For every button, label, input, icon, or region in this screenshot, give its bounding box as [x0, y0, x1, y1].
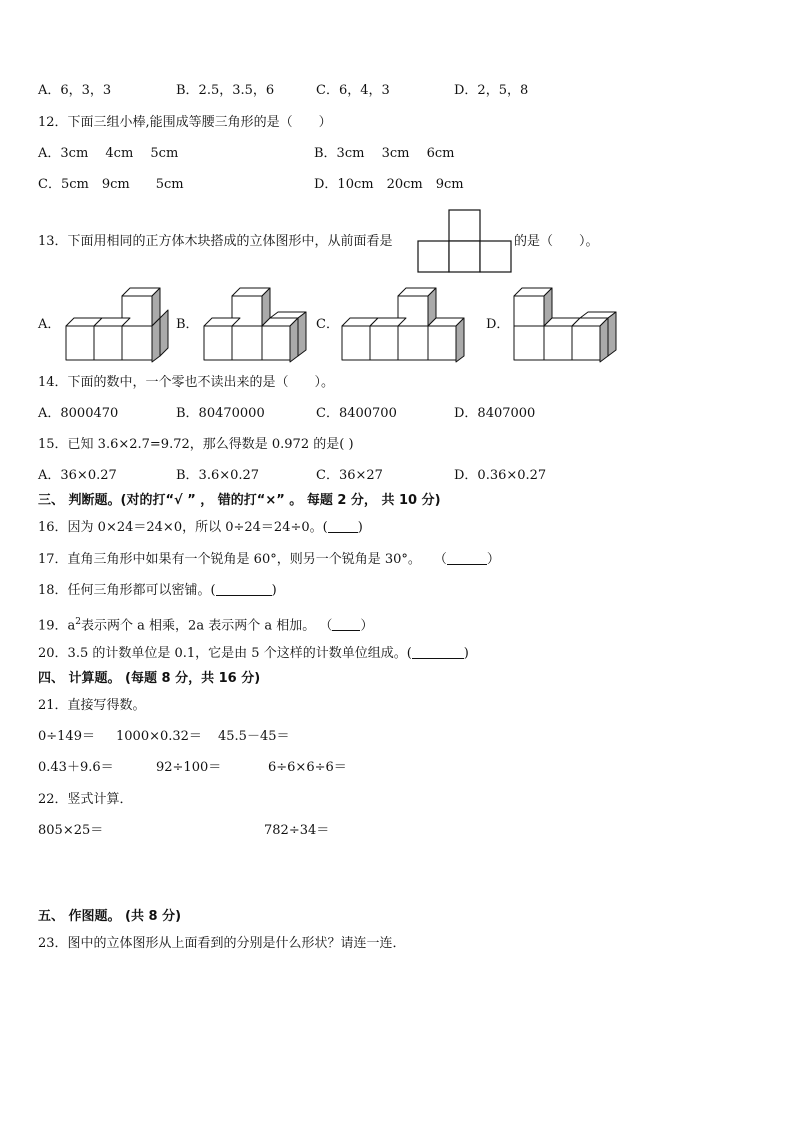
q15-stem: 15．已知 3.6×2.7=9.72，那么得数是 0.972 的是( ): [38, 437, 354, 452]
q13-stem-before: 13．下面用相同的正方体木块搭成的立体图形中，从前面看是: [38, 234, 393, 249]
q13-stem-after: 的是（ ）。: [514, 234, 599, 249]
q20: [38, 645, 469, 663]
q13-figure-b: [202, 286, 312, 364]
q13-figure-d: [512, 286, 622, 364]
q13-label-d: D．: [486, 317, 510, 332]
q20-answer-blank[interactable]: [412, 645, 464, 659]
q19-text: 表示两个 a 相乘，2a 表示两个 a 相加。 （: [81, 618, 333, 634]
q22-item-1: 805×25＝: [38, 823, 104, 838]
q18-text: 18．任何三角形都可以密铺。(: [38, 583, 216, 598]
q15-option-b: B．3.6×0.27: [176, 468, 260, 483]
q13-figure-a: [64, 286, 174, 364]
q21-item-4: 0.43＋9.6＝: [38, 760, 114, 775]
q17-end: ）: [486, 552, 500, 567]
q21-item-2: 1000×0.32＝: [116, 729, 202, 744]
q12-option-b: B．3cm 3cm 6cm: [314, 146, 455, 161]
section-4-heading: 四、 计算题。 (每题 8 分，共 16 分): [38, 671, 261, 686]
q11-option-d: D．2，5，8: [454, 83, 529, 98]
q13-front-view-figure: [417, 208, 513, 274]
q13-figure-c: [340, 286, 470, 364]
q17-text: 17．直角三角形中如果有一个锐角是 60°，则另一个锐角是 30°。 （: [38, 552, 447, 567]
q16-text: 16．因为 0×24＝24×0，所以 0÷24＝24÷0。(: [38, 520, 328, 535]
section-5-heading: 五、 作图题。 (共 8 分): [38, 909, 182, 924]
q12-stem: 12．下面三组小棒,能围成等腰三角形的是（ ）: [38, 115, 332, 130]
q16-end: ): [357, 520, 363, 535]
q23-stem: 23．图中的立体图形从上面看到的分别是什么形状？请连一连．: [38, 936, 406, 951]
q21-stem: 21．直接写得数。: [38, 698, 146, 713]
q22-stem: 22．竖式计算．: [38, 792, 133, 807]
section-3-heading: 三、 判断题。(对的打“√ ” ， 错的打“×” 。 每题 2 分， 共 10 分): [38, 493, 441, 508]
q14-stem: 14．下面的数中，一个零也不读出来的是（ ）。: [38, 375, 335, 390]
q20-text: 20．3.5 的计数单位是 0.1，它是由 5 个这样的计数单位组成。(: [38, 646, 412, 661]
q22-item-2: 782÷34＝: [264, 823, 330, 838]
q13-label-a: A．: [38, 317, 61, 332]
q19-pre: 19．a: [38, 618, 76, 634]
q21-item-3: 45.5－45＝: [218, 729, 290, 744]
q20-end: ): [463, 646, 469, 661]
q13-label-c: C．: [316, 317, 339, 332]
q15-option-a: A．36×0.27: [38, 468, 117, 483]
q16-answer-blank[interactable]: [328, 519, 358, 533]
q19-end: ）: [360, 618, 374, 634]
q12-option-a: A．3cm 4cm 5cm: [38, 146, 179, 161]
q11-option-b: B．2.5，3.5，6: [176, 83, 275, 98]
q21-item-1: 0÷149＝: [38, 729, 95, 744]
q19: [38, 613, 373, 635]
q21-item-6: 6÷6×6÷6＝: [268, 760, 347, 775]
q18-end: ): [271, 583, 277, 598]
q19-answer-blank[interactable]: [332, 617, 360, 631]
q17-answer-blank[interactable]: [447, 551, 487, 565]
q14-option-b: B．80470000: [176, 406, 265, 421]
q12-option-d: D．10cm 20cm 9cm: [314, 177, 464, 192]
q16: [38, 519, 363, 537]
q15-option-d: D．0.36×0.27: [454, 468, 547, 483]
q14-option-c: C．8400700: [316, 406, 397, 421]
q21-item-5: 92÷100＝: [156, 760, 222, 775]
q14-option-d: D．8407000: [454, 406, 536, 421]
q13-label-b: B．: [176, 317, 199, 332]
q18-answer-blank[interactable]: [216, 582, 272, 596]
q17: [38, 551, 500, 569]
q14-option-a: A．8000470: [38, 406, 119, 421]
q15-option-c: C．36×27: [316, 468, 383, 483]
q11-option-a: A．6，3，3: [38, 83, 112, 98]
q18: [38, 582, 277, 600]
q19-superscript: 2: [75, 617, 82, 627]
q11-option-c: C．6，4，3: [316, 83, 390, 98]
q12-option-c: C．5cm 9cm 5cm: [38, 177, 184, 192]
